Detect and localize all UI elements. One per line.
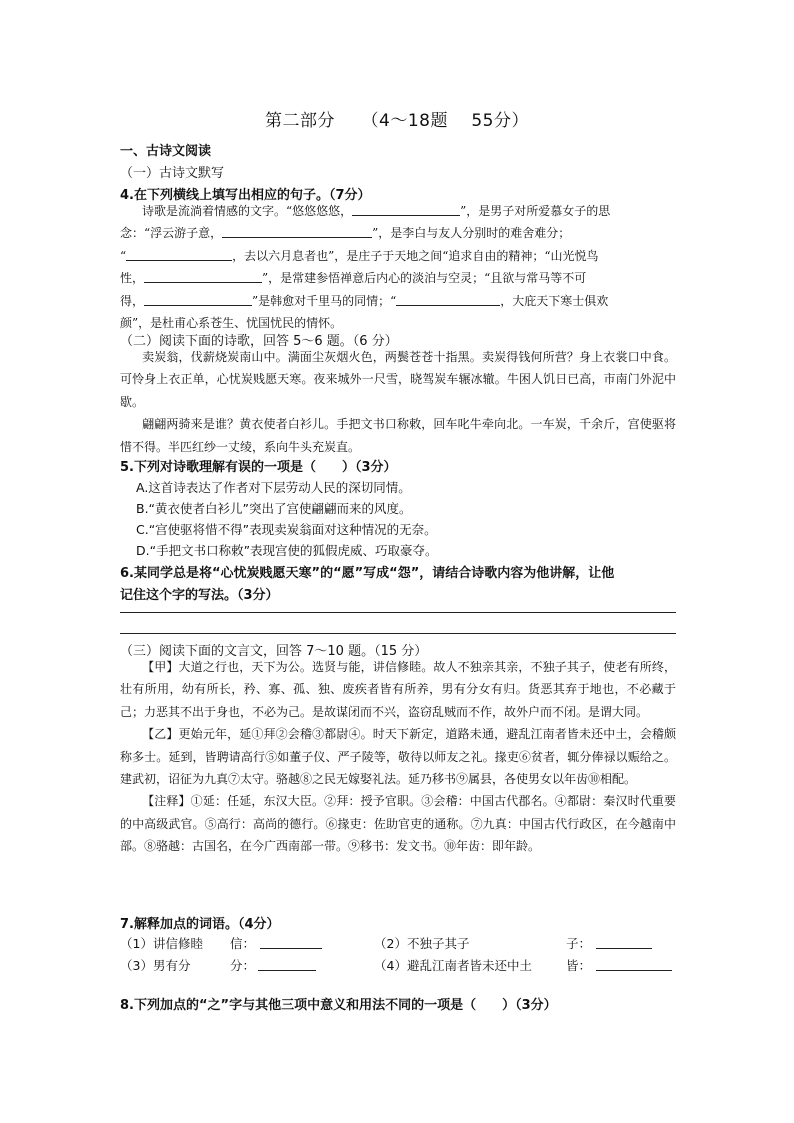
q4-line5a: 得，: [120, 293, 145, 308]
q4-line5b: ”是韩愈对千里马的同情；“: [252, 293, 397, 308]
q4-line6: 颜”，是杜甫心系苍生、忧国忧民的情怀。: [120, 316, 343, 331]
q4-line3b: ，去以六月息者也”，是庄子于天地之间“追求自由的精神；“山光悦鸟: [232, 248, 599, 263]
passage-notes: 【注释】①延：任延，东汉大臣。②拜：授予官职。③会稽：中国古代郡名。④都尉：秦汉时代重要的中高级武官。⑤高行：高尚的德行。⑥掾吏：佐助官吏的通称。⑦九真：中国古代行政区，在今越南中部。⑧骆越：古国名，在今广西南部一带。⑨移书：发文书。⑩年齿：即年龄。: [120, 794, 676, 854]
q4-line5c: ，大庇天下寒士俱欢: [500, 293, 609, 308]
section-heading-1: 一、古诗文阅读: [120, 144, 212, 159]
q5-option-c[interactable]: C.“宫使驱将惜不得”表现卖炭翁面对这种情况的无奈。: [136, 522, 437, 537]
answer-blank[interactable]: [126, 248, 232, 261]
q7-item-4-word: 皆：: [566, 958, 592, 973]
question-5: 5.下列对诗歌理解有误的一项是（ ）（3分）: [120, 460, 397, 475]
answer-blank[interactable]: [258, 958, 316, 971]
passage-yi: 【乙】更始元年，延①拜②会稽③都尉④。时天下新定，道路未通，避乱江南者皆未还中土，会稽颇称多士。延到，皆聘请高行⑤如董子仪、严子陵等，敬待以师友之礼。掾吏⑥贫者，辄分俸禄以赈给之。建武初，诏征为九真⑦太守。骆越⑧之民无嫁娶礼法。延乃移书⑨属县，各使男女以年齿⑩相配。: [120, 727, 676, 787]
q7-item-1: （1）讲信修睦: [120, 936, 203, 951]
answer-blank[interactable]: [596, 936, 652, 949]
question-6-line2: 记住这个字的写法。（3分）: [120, 588, 279, 603]
answer-blank[interactable]: [396, 293, 500, 306]
q4-line1b: ”，是男子对所爱慕女子的思: [460, 204, 611, 218]
answer-blank[interactable]: [144, 293, 252, 306]
q7-item-2: （2）不独子其子: [374, 936, 470, 951]
q5-option-b[interactable]: B.“黄衣使者白衫儿”突出了宫使翩翩而来的风度。: [136, 501, 412, 516]
q4-line2b: ”，是李白与友人分别时的难舍难分；: [372, 226, 571, 241]
q7-item-3: （3）男有分: [120, 958, 191, 973]
poem-passage: [120, 346, 676, 458]
q4-line2a: 念：“浮云游子意，: [120, 226, 223, 241]
q7-row-2: [120, 956, 676, 976]
passage-jia: 【甲】大道之行也，天下为公。选贤与能，讲信修睦。故人不独亲其亲，不独子其子，使老有所终，壮有所用，幼有所长，矜、寡、孤、独、废疾者皆有所养，男有分女有归。货恶其弃于地也，不必藏于己；力恶其不出于身也，不必为己。是故谋闭而不兴，盗窃乱贼而不作，故外户而不闭。是谓大同。: [120, 660, 676, 719]
q7-row-1: [120, 934, 676, 954]
subsection-heading-1: （一）古诗文默写: [120, 166, 225, 181]
answer-line[interactable]: [120, 612, 676, 613]
subsection-heading-2: （二）阅读下面的诗歌，回答 5～6 题。（6 分）: [120, 334, 398, 349]
question-4-text: [120, 200, 676, 334]
q4-line1a: 诗歌是流淌着情感的文字。“悠悠悠悠，: [142, 204, 353, 218]
q4-line3a: “: [120, 248, 127, 263]
question-4: 4.在下列横线上填写出相应的句子。（7分）: [120, 188, 371, 203]
q7-item-4: （4）避乱江南者皆未还中土: [374, 958, 532, 973]
question-8: 8.下列加点的“之”字与其他三项中意义和用法不同的一项是（ ）（3分）: [120, 998, 557, 1013]
q7-item-2-word: 子：: [566, 936, 592, 951]
answer-blank[interactable]: [222, 225, 372, 238]
question-6-line1: 6.某同学总是将“心忧炭贱愿天寒”的“愿”写成“怨”，请结合诗歌内容为他讲解，让他: [120, 566, 615, 581]
subsection-heading-3: （三）阅读下面的文言文，回答 7～10 题。（15 分）: [120, 644, 428, 659]
question-7: 7.解释加点的词语。（4分）: [120, 917, 280, 932]
q4-line4a: 性，: [120, 271, 145, 286]
poem-paragraph-2: 翩翩两骑来是谁？黄衣使者白衫儿。手把文书口称敕，回车叱牛牵向北。一车炭，千余斤，宫使驱将惜不得。半匹红纱一丈绫，系向牛头充炭直。: [120, 417, 676, 454]
q5-option-a[interactable]: A.这首诗表达了作者对下层劳动人民的深切同情。: [136, 480, 411, 495]
q7-item-1-word: 信：: [230, 936, 256, 951]
poem-paragraph-1: 卖炭翁，伐薪烧炭南山中。满面尘灰烟火色，两鬓苍苍十指黑。卖炭得钱何所营？身上衣裳口中食。可怜身上衣正单，心忧炭贱愿天寒。夜来城外一尺雪，晓驾炭车辗冰辙。牛困人饥日已高，市南门外泥中歇。: [120, 350, 676, 409]
q4-line4b: ”，是常建参悟禅意后内心的淡泊与空灵；“且欲与常马等不可: [262, 271, 587, 286]
answer-blank[interactable]: [260, 936, 322, 949]
q7-item-3-word: 分：: [230, 958, 256, 973]
q5-option-d[interactable]: D.“手把文书口称敕”表现宫使的狐假虎威、巧取豪夺。: [136, 543, 438, 558]
answer-blank[interactable]: [596, 958, 672, 971]
answer-blank[interactable]: [352, 203, 460, 216]
answer-blank[interactable]: [144, 270, 262, 283]
part-title: 第二部分 （4～18题 55分）: [265, 111, 529, 131]
answer-line[interactable]: [120, 633, 676, 634]
classical-passage: [120, 656, 676, 858]
